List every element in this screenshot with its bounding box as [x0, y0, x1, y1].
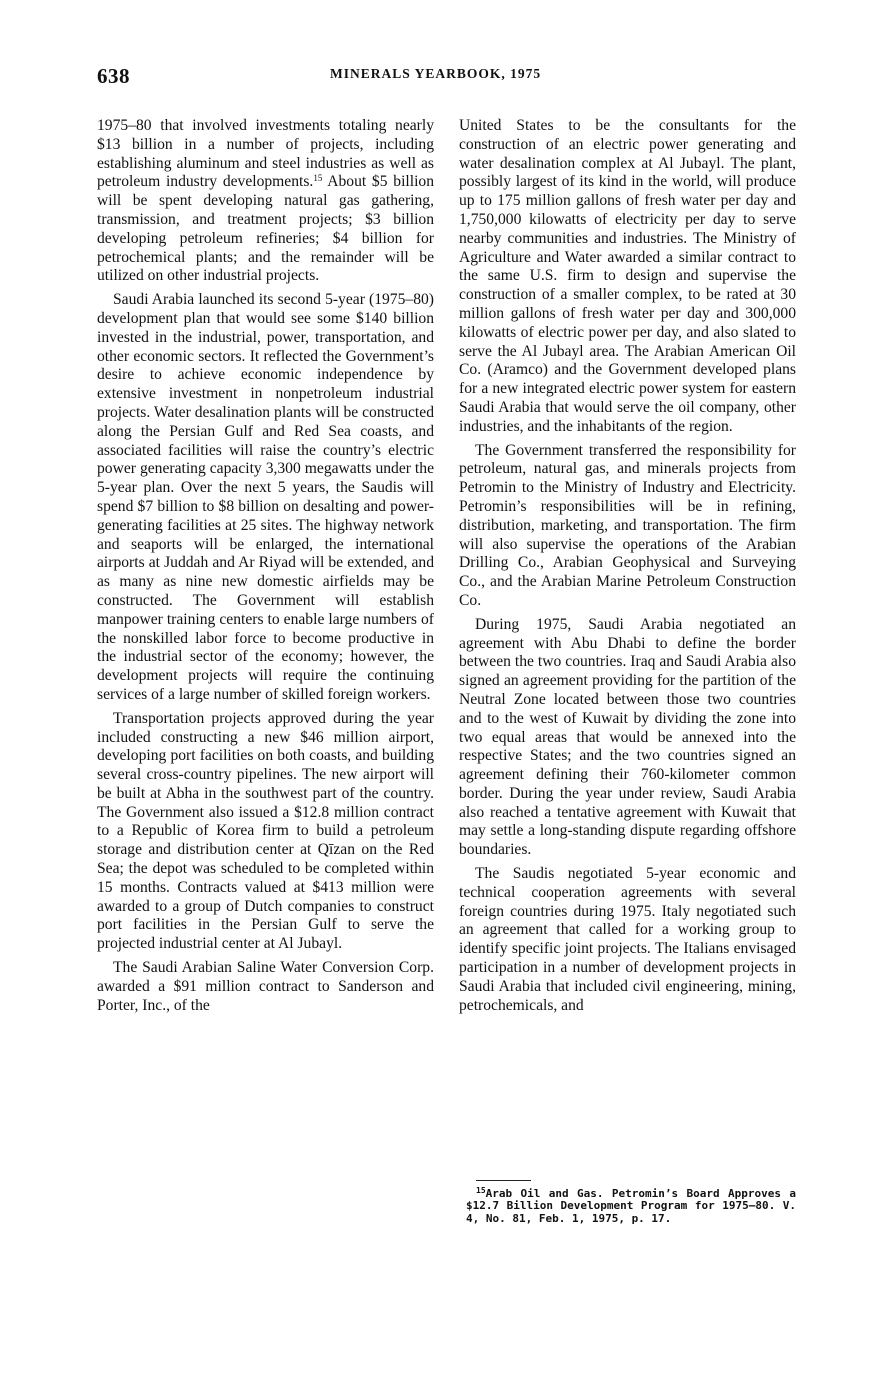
- paragraph: Transportation projects approved during the year included constructing a new $46 million airport, developing port facilities on both coasts, and building several cross-country pipelines. The new airport will be built at Abha in the southwest part of the country. The Government also issued a $12.8 million contract to a Republic of Korea firm to build a petroleum storage and distribution center at Qīzan on the Red Sea; the depot was scheduled to be completed within 15 months. Contracts valued at $413 million were awarded to a group of Dutch companies to construct port facilities in the Persian Gulf to serve the projected industrial center at Al Jubayl.: [97, 709, 434, 953]
- left-column: [97, 117, 434, 1020]
- paragraph: United States to be the consultants for the construction of an electric power generating and water desalination complex at Al Jubayl. The plant, possibly largest of its kind in the world, will produce up to 175 million gallons of fresh water per day and 1,750,000 kilowatts of electricity per day to serve nearby communities and industries. The Ministry of Agriculture and Water awarded a similar contract to the same U.S. firm to design and supervise the construction of a smaller complex, to be rated at 30 million gallons of fresh water per day and 300,000 kilowatts of electric power per day, and also slated to serve the Al Jubayl area. The Arabian American Oil Co. (Aramco) and the Government developed plans for a new integrated electric power system for eastern Saudi Arabia that would serve the oil company, other industries, and the inhabitants of the region.: [459, 117, 796, 435]
- footnote: [466, 1188, 796, 1225]
- footnote-text: Arab Oil and Gas. Petromin’s Board Approves a $12.7 Billion Development Program for 1975–80. V. 4, No. 81, Feb. 1, 1975, p. 17.: [466, 1187, 796, 1225]
- paragraph-text: About $5 billion will be spent developing natural gas gathering, transmission, and treatment projects; $3 billion developing petroleum refineries; $4 billion for petrochemical plants; and the remainder will be utilized on other industrial projects.: [97, 173, 434, 285]
- footnote-number: 15: [476, 1186, 486, 1195]
- paragraph: The Government transferred the responsibility for petroleum, natural gas, and minerals projects from Petromin to the Ministry of Industry and Electricity. Petromin’s responsibilities will be in refining, distribution, marketing, and transportation. The firm will also supervise the operations of the Arabian Drilling Co., Arabian Geophysical and Surveying Co., and the Arabian Marine Petroleum Construction Co.: [459, 441, 796, 609]
- right-column: [459, 117, 796, 1020]
- paragraph-text: 1975–80 that involved investments totaling nearly $13 billion in a number of projects, including establishing aluminum and steel industries as well as petroleum industry developments.: [97, 117, 434, 191]
- paragraph: The Saudis negotiated 5-year economic and technical cooperation agreements with several foreign countries during 1975. Italy negotiated such an agreement that called for a working group to identify specific joint projects. The Italians envisaged participation in a number of development projects in Saudi Arabia that included civil engineering, mining, petrochemicals, and: [459, 865, 796, 1014]
- footnote-reference: 15: [313, 173, 323, 184]
- running-head: MINERALS YEARBOOK, 1975: [330, 66, 542, 81]
- paragraph: During 1975, Saudi Arabia negotiated an agreement with Abu Dhabi to define the border between the two countries. Iraq and Saudi Arabia also signed an agreement providing for the partition of the Neutral Zone located between those two countries and to the west of Kuwait by dividing the zone into two equal areas that would be annexed into the respective States; and the two countries signed an agreement defining their 760-kilometer common border. During the year under review, Saudi Arabia also reached a tentative agreement with Kuwait that may settle a long-standing dispute regarding offshore boundaries.: [459, 615, 796, 859]
- paragraph: Saudi Arabia launched its second 5-year (1975–80) development plan that would see some $140 billion invested in the industrial, power, transportation, and other economic sectors. It reflected the Government’s desire to achieve economic independence by extensive investment in nonpetroleum industrial projects. Water desalination plants will be constructed along the Persian Gulf and Red Sea coasts, and associated facilities will raise the country’s electric power generating capacity 3,300 megawatts under the 5-year plan. Over the next 5 years, the Saudis will spend $7 billion to $8 billion on desalting and power-generating facilities at 25 sites. The highway network and seaports will be enlarged, the international airports at Juddah and Ar Riyad will be extended, and as many as nine new domestic airfields may be constructed. The Government will establish manpower training centers to enable large numbers of the nonskilled labor force to become productive in the industrial sector of the economy; however, the development projects will require the continuing services of a large number of skilled foreign workers.: [97, 291, 434, 703]
- paragraph: The Saudi Arabian Saline Water Conversion Corp. awarded a $91 million contract to Sanderson and Porter, Inc., of the: [97, 959, 434, 1014]
- footnote-divider: [476, 1180, 531, 1181]
- page-number: 638: [97, 64, 130, 88]
- paragraph: [97, 117, 434, 286]
